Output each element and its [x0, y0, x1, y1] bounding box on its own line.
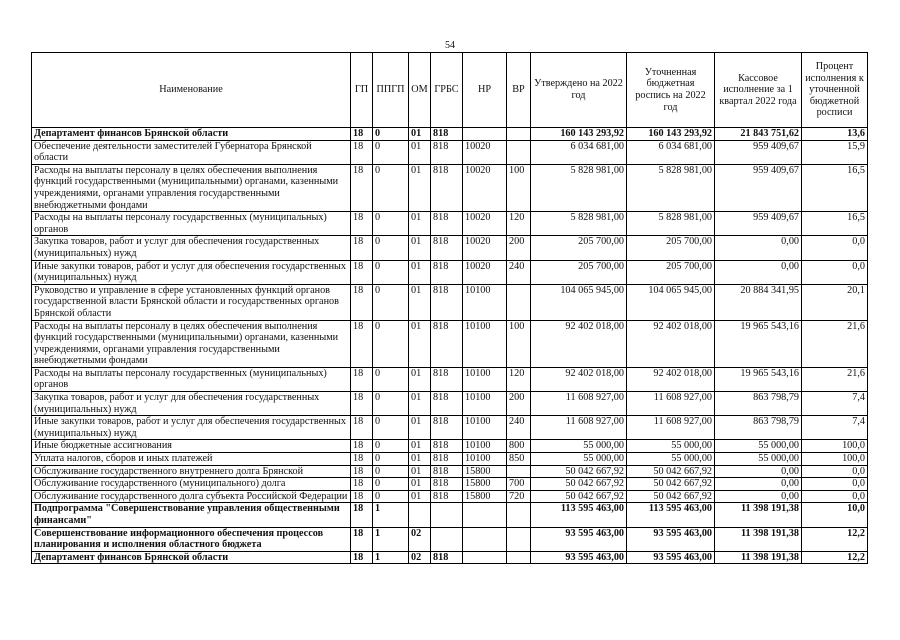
cell-approved: 104 065 945,00 — [531, 284, 627, 320]
cell-gp: 18 — [351, 128, 373, 141]
cell-ppgp: 0 — [373, 212, 409, 236]
cell-nr: 10020 — [463, 236, 507, 260]
cell-nr — [463, 503, 507, 527]
cell-percent: 21,6 — [802, 367, 868, 391]
cell-ppgp: 0 — [373, 465, 409, 478]
cell-grbs: 818 — [431, 320, 463, 367]
cell-om: 01 — [409, 164, 431, 211]
cell-percent: 21,6 — [802, 320, 868, 367]
cell-percent: 15,9 — [802, 140, 868, 164]
cell-nr: 10100 — [463, 367, 507, 391]
cell-refined: 11 608 927,00 — [627, 416, 715, 440]
cell-gp: 18 — [351, 212, 373, 236]
cell-cash: 19 965 543,16 — [715, 367, 802, 391]
cell-approved: 5 828 981,00 — [531, 164, 627, 211]
cell-om: 01 — [409, 416, 431, 440]
cell-vr — [507, 551, 531, 564]
table-row — [32, 527, 868, 551]
cell-name: Совершенствование информационного обеспечения процессов планирования и исполнения областного бюджета — [32, 527, 351, 551]
cell-om: 01 — [409, 440, 431, 453]
col-gp-header: ГП — [351, 53, 373, 128]
cell-grbs: 818 — [431, 453, 463, 466]
cell-approved: 5 828 981,00 — [531, 212, 627, 236]
cell-grbs: 818 — [431, 128, 463, 141]
cell-ppgp: 0 — [373, 128, 409, 141]
cell-name: Иные закупки товаров, работ и услуг для обеспечения государственных (муниципальных) нужд — [32, 416, 351, 440]
cell-cash: 863 798,79 — [715, 416, 802, 440]
cell-nr: 15800 — [463, 478, 507, 491]
cell-name: Иные закупки товаров, работ и услуг для обеспечения государственных (муниципальных) нужд — [32, 260, 351, 284]
cell-vr: 120 — [507, 212, 531, 236]
cell-om: 01 — [409, 236, 431, 260]
cell-percent: 0,0 — [802, 490, 868, 503]
cell-ppgp: 1 — [373, 527, 409, 551]
cell-om: 01 — [409, 320, 431, 367]
cell-gp: 18 — [351, 416, 373, 440]
cell-approved: 160 143 293,92 — [531, 128, 627, 141]
table-row — [32, 367, 868, 391]
cell-om: 01 — [409, 453, 431, 466]
cell-gp: 18 — [351, 260, 373, 284]
cell-name: Иные бюджетные ассигнования — [32, 440, 351, 453]
cell-name: Расходы на выплаты персоналу государственных (муниципальных) органов — [32, 212, 351, 236]
cell-om: 02 — [409, 551, 431, 564]
cell-nr: 10020 — [463, 212, 507, 236]
cell-refined: 50 042 667,92 — [627, 478, 715, 491]
cell-cash: 55 000,00 — [715, 440, 802, 453]
table-row — [32, 416, 868, 440]
cell-refined: 50 042 667,92 — [627, 490, 715, 503]
table-row — [32, 236, 868, 260]
table-row — [32, 320, 868, 367]
cell-name: Департамент финансов Брянской области — [32, 551, 351, 564]
cell-name: Расходы на выплаты персоналу в целях обеспечения выполнения функций государственными (муниципальными) органами, казенными учреждениями, органами управления государственными внебюджетными фондами — [32, 164, 351, 211]
cell-gp: 18 — [351, 527, 373, 551]
cell-refined: 93 595 463,00 — [627, 551, 715, 564]
cell-grbs: 818 — [431, 490, 463, 503]
cell-percent: 7,4 — [802, 416, 868, 440]
cell-vr: 720 — [507, 490, 531, 503]
cell-refined: 11 608 927,00 — [627, 392, 715, 416]
cell-approved: 113 595 463,00 — [531, 503, 627, 527]
cell-percent: 16,5 — [802, 212, 868, 236]
cell-refined: 5 828 981,00 — [627, 164, 715, 211]
cell-om: 01 — [409, 284, 431, 320]
cell-approved: 92 402 018,00 — [531, 367, 627, 391]
cell-refined: 5 828 981,00 — [627, 212, 715, 236]
cell-cash: 11 398 191,38 — [715, 551, 802, 564]
cell-cash: 20 884 341,95 — [715, 284, 802, 320]
cell-approved: 11 608 927,00 — [531, 416, 627, 440]
cell-approved: 11 608 927,00 — [531, 392, 627, 416]
table-row — [32, 392, 868, 416]
cell-om: 02 — [409, 527, 431, 551]
table-row — [32, 284, 868, 320]
cell-gp: 18 — [351, 478, 373, 491]
cell-vr: 120 — [507, 367, 531, 391]
cell-gp: 18 — [351, 465, 373, 478]
col-name-header: Наименование — [32, 53, 351, 128]
cell-ppgp: 0 — [373, 164, 409, 211]
col-percent-header: Процент исполнения к уточненной бюджетной росписи — [802, 53, 868, 128]
table-row — [32, 164, 868, 211]
table-row — [32, 551, 868, 564]
table-row — [32, 212, 868, 236]
cell-percent: 0,0 — [802, 465, 868, 478]
cell-percent: 13,6 — [802, 128, 868, 141]
col-approved-header: Утверждено на 2022 год — [531, 53, 627, 128]
cell-name: Подпрограмма "Совершенствование управления общественными финансами" — [32, 503, 351, 527]
cell-percent: 10,0 — [802, 503, 868, 527]
cell-grbs: 818 — [431, 367, 463, 391]
cell-gp: 18 — [351, 503, 373, 527]
cell-cash: 959 409,67 — [715, 140, 802, 164]
cell-ppgp: 0 — [373, 284, 409, 320]
cell-ppgp: 1 — [373, 503, 409, 527]
cell-name: Обслуживание государственного (муниципального) долга — [32, 478, 351, 491]
cell-refined: 205 700,00 — [627, 260, 715, 284]
cell-approved: 92 402 018,00 — [531, 320, 627, 367]
cell-refined: 205 700,00 — [627, 236, 715, 260]
cell-refined: 50 042 667,92 — [627, 465, 715, 478]
cell-vr — [507, 140, 531, 164]
budget-table — [31, 52, 868, 564]
cell-approved: 55 000,00 — [531, 440, 627, 453]
cell-vr: 240 — [507, 416, 531, 440]
cell-name: Расходы на выплаты персоналу государственных (муниципальных) органов — [32, 367, 351, 391]
cell-ppgp: 0 — [373, 440, 409, 453]
cell-percent: 100,0 — [802, 453, 868, 466]
table-header — [32, 53, 868, 128]
col-nr-header: НР — [463, 53, 507, 128]
cell-nr: 10100 — [463, 453, 507, 466]
cell-cash: 0,00 — [715, 490, 802, 503]
cell-om: 01 — [409, 367, 431, 391]
cell-nr: 10100 — [463, 416, 507, 440]
cell-approved: 93 595 463,00 — [531, 527, 627, 551]
cell-om: 01 — [409, 478, 431, 491]
cell-grbs: 818 — [431, 260, 463, 284]
cell-cash: 0,00 — [715, 236, 802, 260]
cell-approved: 205 700,00 — [531, 260, 627, 284]
cell-vr: 800 — [507, 440, 531, 453]
page-number: 54 — [445, 40, 455, 51]
cell-refined: 92 402 018,00 — [627, 367, 715, 391]
cell-nr — [463, 128, 507, 141]
cell-ppgp: 0 — [373, 260, 409, 284]
cell-gp: 18 — [351, 140, 373, 164]
cell-approved: 6 034 681,00 — [531, 140, 627, 164]
cell-gp: 18 — [351, 164, 373, 211]
col-cash-header: Кассовое исполнение за 1 квартал 2022 года — [715, 53, 802, 128]
cell-vr: 200 — [507, 236, 531, 260]
table-row — [32, 465, 868, 478]
cell-grbs: 818 — [431, 284, 463, 320]
cell-om: 01 — [409, 490, 431, 503]
cell-nr: 15800 — [463, 465, 507, 478]
cell-approved: 50 042 667,92 — [531, 465, 627, 478]
cell-om: 01 — [409, 392, 431, 416]
cell-approved: 55 000,00 — [531, 453, 627, 466]
cell-cash: 959 409,67 — [715, 164, 802, 211]
cell-name: Закупка товаров, работ и услуг для обеспечения государственных (муниципальных) нужд — [32, 236, 351, 260]
cell-vr: 100 — [507, 320, 531, 367]
cell-gp: 18 — [351, 453, 373, 466]
cell-name: Уплата налогов, сборов и иных платежей — [32, 453, 351, 466]
table-row — [32, 128, 868, 141]
cell-nr — [463, 551, 507, 564]
cell-grbs — [431, 503, 463, 527]
cell-cash: 959 409,67 — [715, 212, 802, 236]
cell-ppgp: 0 — [373, 236, 409, 260]
cell-om: 01 — [409, 128, 431, 141]
table-row — [32, 478, 868, 491]
cell-vr: 200 — [507, 392, 531, 416]
cell-percent: 0,0 — [802, 236, 868, 260]
cell-ppgp: 0 — [373, 453, 409, 466]
cell-gp: 18 — [351, 440, 373, 453]
table-row — [32, 503, 868, 527]
cell-grbs: 818 — [431, 416, 463, 440]
cell-name: Департамент финансов Брянской области — [32, 128, 351, 141]
cell-cash: 21 843 751,62 — [715, 128, 802, 141]
cell-gp: 18 — [351, 284, 373, 320]
cell-percent: 0,0 — [802, 260, 868, 284]
cell-ppgp: 0 — [373, 478, 409, 491]
cell-vr — [507, 503, 531, 527]
cell-vr — [507, 284, 531, 320]
cell-nr: 15800 — [463, 490, 507, 503]
cell-cash: 0,00 — [715, 465, 802, 478]
cell-approved: 50 042 667,92 — [531, 478, 627, 491]
table-row — [32, 440, 868, 453]
cell-percent: 0,0 — [802, 478, 868, 491]
cell-vr — [507, 465, 531, 478]
cell-cash: 55 000,00 — [715, 453, 802, 466]
cell-grbs: 818 — [431, 212, 463, 236]
cell-percent: 12,2 — [802, 527, 868, 551]
cell-refined: 6 034 681,00 — [627, 140, 715, 164]
cell-gp: 18 — [351, 367, 373, 391]
cell-refined: 104 065 945,00 — [627, 284, 715, 320]
cell-ppgp: 0 — [373, 490, 409, 503]
cell-percent: 16,5 — [802, 164, 868, 211]
cell-cash: 11 398 191,38 — [715, 503, 802, 527]
cell-cash: 19 965 543,16 — [715, 320, 802, 367]
cell-approved: 205 700,00 — [531, 236, 627, 260]
cell-om — [409, 503, 431, 527]
cell-grbs: 818 — [431, 140, 463, 164]
cell-ppgp: 0 — [373, 320, 409, 367]
cell-percent: 20,1 — [802, 284, 868, 320]
cell-nr: 10100 — [463, 392, 507, 416]
cell-grbs: 818 — [431, 392, 463, 416]
cell-grbs: 818 — [431, 551, 463, 564]
col-om-header: ОМ — [409, 53, 431, 128]
cell-grbs: 818 — [431, 465, 463, 478]
cell-name: Обслуживание государственного внутреннего долга Брянской — [32, 465, 351, 478]
cell-cash: 863 798,79 — [715, 392, 802, 416]
cell-ppgp: 1 — [373, 551, 409, 564]
cell-grbs: 818 — [431, 164, 463, 211]
cell-nr: 10020 — [463, 260, 507, 284]
col-refined-header: Уточненная бюджетная роспись на 2022 год — [627, 53, 715, 128]
cell-om: 01 — [409, 212, 431, 236]
cell-name: Расходы на выплаты персоналу в целях обеспечения выполнения функций государственными (муниципальными) органами, казенными учреждениями, органами управления государственными внебюджетными фондами — [32, 320, 351, 367]
cell-name: Руководство и управление в сфере установленных функций органов государственной власти Брянской области и государственных органов Брянской области — [32, 284, 351, 320]
cell-name: Обеспечение деятельности заместителей Губернатора Брянской области — [32, 140, 351, 164]
cell-om: 01 — [409, 260, 431, 284]
cell-vr: 850 — [507, 453, 531, 466]
cell-gp: 18 — [351, 490, 373, 503]
table-body — [32, 128, 868, 564]
table-row — [32, 140, 868, 164]
cell-vr: 700 — [507, 478, 531, 491]
cell-om: 01 — [409, 465, 431, 478]
cell-refined: 93 595 463,00 — [627, 527, 715, 551]
cell-approved: 93 595 463,00 — [531, 551, 627, 564]
cell-refined: 113 595 463,00 — [627, 503, 715, 527]
cell-ppgp: 0 — [373, 367, 409, 391]
cell-gp: 18 — [351, 551, 373, 564]
cell-nr: 10020 — [463, 140, 507, 164]
cell-ppgp: 0 — [373, 392, 409, 416]
col-grbs-header: ГРБС — [431, 53, 463, 128]
cell-grbs: 818 — [431, 478, 463, 491]
cell-nr: 10020 — [463, 164, 507, 211]
cell-vr: 100 — [507, 164, 531, 211]
cell-nr: 10100 — [463, 320, 507, 367]
cell-refined: 160 143 293,92 — [627, 128, 715, 141]
cell-refined: 55 000,00 — [627, 453, 715, 466]
cell-nr — [463, 527, 507, 551]
cell-nr: 10100 — [463, 284, 507, 320]
cell-grbs — [431, 527, 463, 551]
cell-nr: 10100 — [463, 440, 507, 453]
cell-grbs: 818 — [431, 440, 463, 453]
col-vr-header: ВР — [507, 53, 531, 128]
cell-gp: 18 — [351, 320, 373, 367]
table-row — [32, 490, 868, 503]
cell-gp: 18 — [351, 236, 373, 260]
cell-approved: 50 042 667,92 — [531, 490, 627, 503]
table-row — [32, 260, 868, 284]
cell-ppgp: 0 — [373, 140, 409, 164]
cell-name: Закупка товаров, работ и услуг для обеспечения государственных (муниципальных) нужд — [32, 392, 351, 416]
cell-grbs: 818 — [431, 236, 463, 260]
cell-name: Обслуживание государственного долга субъекта Российской Федерации — [32, 490, 351, 503]
cell-om: 01 — [409, 140, 431, 164]
cell-vr — [507, 128, 531, 141]
cell-gp: 18 — [351, 392, 373, 416]
cell-percent: 12,2 — [802, 551, 868, 564]
cell-vr: 240 — [507, 260, 531, 284]
cell-cash: 0,00 — [715, 260, 802, 284]
cell-refined: 92 402 018,00 — [627, 320, 715, 367]
cell-percent: 7,4 — [802, 392, 868, 416]
cell-ppgp: 0 — [373, 416, 409, 440]
col-ppgp-header: ППГП — [373, 53, 409, 128]
cell-vr — [507, 527, 531, 551]
table-row — [32, 453, 868, 466]
cell-refined: 55 000,00 — [627, 440, 715, 453]
cell-cash: 11 398 191,38 — [715, 527, 802, 551]
cell-percent: 100,0 — [802, 440, 868, 453]
cell-cash: 0,00 — [715, 478, 802, 491]
